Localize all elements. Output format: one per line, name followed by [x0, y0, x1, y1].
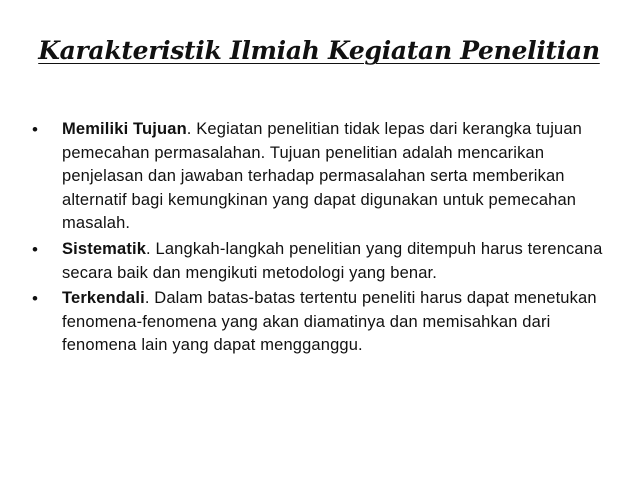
bullet-list — [32, 118, 607, 360]
bullet-text: . Kegiatan penelitian tidak lepas dari kerangka tujuan pemecahan permasalahan. Tujuan penelitian adalah mencarikan penjelasan dan jawaban terhadap permasalahan serta memberikan alternatif bagi kemungkinan yang dapat digunakan untuk pemecahan masalah. — [62, 120, 582, 233]
bullet-term: Terkendali — [62, 289, 145, 308]
bullet-item-sistematik — [32, 238, 607, 285]
bullet-term: Memiliki Tujuan — [62, 120, 187, 138]
bullet-icon: • — [32, 120, 39, 139]
bullet-icon: • — [32, 289, 39, 309]
bullet-icon: • — [32, 239, 39, 259]
bullet-item-memiliki-tujuan — [32, 118, 607, 236]
bullet-text: . Dalam batas-batas tertentu peneliti harus dapat menetukan fenomena-fenomena yang akan diamatinya dan memisahkan dari fenomena lain yang dapat mengganggu. — [62, 289, 597, 355]
bullet-item-terkendali — [32, 287, 607, 358]
slide-title: Karakteristik Ilmiah Kegiatan Penelitian — [38, 36, 600, 65]
bullet-text: . Langkah-langkah penelitian yang ditempuh harus terencana secara baik dan mengikuti metodologi yang benar. — [62, 239, 603, 282]
bullet-term: Sistematik — [62, 239, 147, 258]
